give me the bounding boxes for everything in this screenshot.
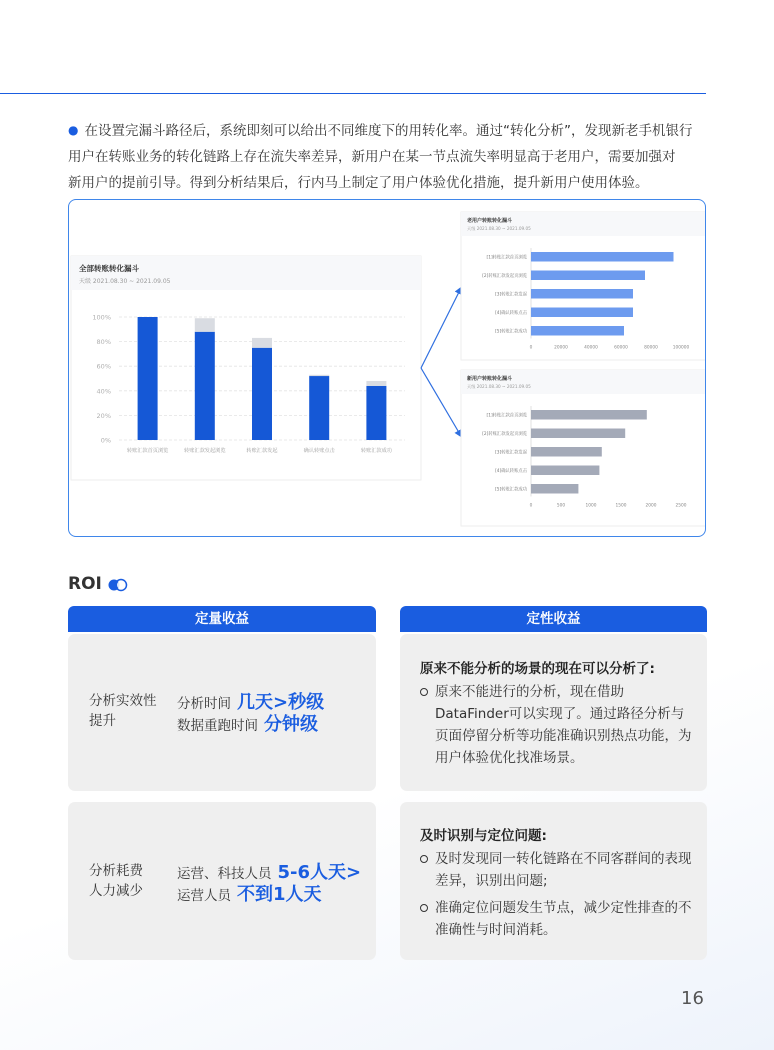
- hfunnel-category-label: [5]转账汇款成功: [495, 487, 527, 493]
- ring-bullet-icon: [420, 904, 428, 912]
- quant-benefit-header: 定量收益: [68, 606, 376, 632]
- hfunnel-category-label: [2]转账汇款发起页浏览: [482, 431, 527, 437]
- hfunnel-category-label: [1]转账汇款首页浏览: [486, 255, 527, 261]
- staff-text: 运营、科技人员: [177, 866, 272, 882]
- hfunnel-xtick-label: 1500: [615, 503, 627, 509]
- total-funnel-bar: [138, 317, 158, 440]
- total-funnel-bar: [366, 381, 386, 386]
- labor-label-line1: 分析耗费: [89, 863, 143, 879]
- arrow-to-old-users: [421, 288, 461, 368]
- total-funnel-bar: [252, 338, 272, 348]
- qual-card-new-scenarios: [400, 634, 707, 791]
- ops-line: [177, 880, 322, 906]
- total-funnel-bar: [309, 376, 329, 440]
- quant-card-efficiency: [68, 634, 376, 791]
- hfunnel-bar: [531, 326, 624, 336]
- new-scenarios-bullet: [420, 681, 692, 769]
- total-funnel-bar: [366, 386, 386, 440]
- hfunnel-bar: [531, 308, 633, 318]
- intro-line-3: 新用户的提前引导。得到分析结果后，行内马上制定了用户体验优化措施，提升新用户使用体验。: [68, 175, 649, 191]
- new-user-funnel-subtitle: 天级 2021.08.30 ~ 2021.09.05: [467, 384, 531, 389]
- efficiency-label: [89, 691, 157, 731]
- total-funnel-title: 全部转账转化漏斗: [79, 264, 139, 273]
- hfunnel-xtick-label: 40000: [584, 345, 598, 351]
- funnel-figure: [69, 200, 705, 536]
- top-divider: [0, 93, 706, 94]
- hfunnel-xtick-label: 0: [529, 503, 533, 509]
- overlap-circles-icon: [107, 578, 129, 592]
- page-number: 16: [681, 988, 704, 1009]
- total-ytick-label: 40%: [96, 387, 111, 396]
- rerun-time-line: [177, 710, 318, 736]
- hfunnel-category-label: [4]确认转账点击: [495, 310, 527, 316]
- analysis-time-value: 几天>秒级: [237, 692, 325, 713]
- total-funnel-subtitle: 天级 2021.08.30 ~ 2021.09.05: [79, 278, 171, 285]
- hfunnel-xtick-label: 1000: [585, 503, 597, 509]
- hfunnel-bar: [531, 289, 633, 299]
- staff-value: 5-6人天>: [277, 862, 362, 883]
- total-ytick-label: 0%: [100, 436, 111, 445]
- hfunnel-xtick-label: 2500: [675, 503, 687, 509]
- intro-paragraph: [68, 117, 708, 196]
- hfunnel-xtick-label: 60000: [614, 345, 628, 351]
- hfunnel-category-label: [4]确认转账点击: [495, 468, 527, 474]
- hfunnel-xtick-label: 2000: [645, 503, 657, 509]
- total-ytick-label: 100%: [92, 313, 111, 322]
- total-ytick-label: 80%: [96, 338, 111, 347]
- problem-detection-bullet-2-text: 准确定位问题发生节点，减少定性排查的不准确性与时间消耗。: [435, 900, 692, 938]
- old-user-funnel-title: 老用户转账转化漏斗: [467, 218, 513, 224]
- qual-benefit-header: 定性收益: [400, 606, 707, 632]
- hfunnel-bar: [531, 271, 645, 281]
- efficiency-label-line2: 提升: [89, 713, 116, 729]
- arrow-to-new-users: [421, 368, 461, 436]
- total-funnel-bar: [195, 318, 215, 332]
- total-funnel-bar: [195, 332, 215, 440]
- old-user-funnel-header: [461, 212, 705, 236]
- efficiency-label-line1: 分析实效性: [89, 693, 157, 709]
- hfunnel-xtick-label: 500: [556, 503, 566, 509]
- total-ytick-label: 60%: [96, 362, 111, 371]
- hfunnel-bar: [531, 466, 599, 476]
- problem-detection-title: 及时识别与定位问题:: [420, 828, 547, 844]
- total-xtick-label: 转账汇款发起浏览: [184, 448, 226, 454]
- new-user-funnel-title: 新用户转账转化漏斗: [467, 376, 513, 382]
- new-scenarios-bullet-text: 原来不能进行的分析，现在借助DataFinder可以实现了。通过路径分析与页面停留分析等功能准确识别热点功能，为用户体验优化找准场景。: [435, 684, 692, 766]
- old-user-funnel-subtitle: 天级 2021.08.30 ~ 2021.09.05: [467, 226, 531, 231]
- total-xtick-label: 转账汇款发起: [246, 448, 278, 454]
- new-scenarios-title: 原来不能分析的场景的现在可以分析了:: [420, 661, 655, 677]
- hfunnel-bar: [531, 252, 674, 262]
- funnel-figure-frame: [68, 199, 706, 537]
- ring-bullet-icon: [420, 855, 428, 863]
- intro-line-1: 在设置完漏斗路径后，系统即刻可以给出不同维度下的用转化率。通过“转化分析”，发现新老手机银行: [84, 123, 693, 139]
- hfunnel-bar: [531, 484, 578, 494]
- problem-detection-bullet-1-text: 及时发现同一转化链路在不同客群间的表现差异，识别出问题;: [435, 851, 692, 889]
- total-funnel-bar: [309, 375, 329, 376]
- ops-text: 运营人员: [177, 888, 231, 904]
- bullet-dot-icon: ●: [68, 123, 79, 137]
- ring-bullet-icon: [420, 688, 428, 696]
- analysis-time-text: 分析时间: [177, 696, 231, 712]
- total-xtick-label: 转账汇款首页浏览: [126, 448, 169, 454]
- labor-label-line2: 人力减少: [89, 883, 143, 899]
- hfunnel-category-label: [5]转账汇款成功: [495, 329, 527, 335]
- qual-card-problem-detection: [400, 802, 707, 960]
- labor-label: [89, 861, 143, 901]
- problem-detection-bullet-1: [420, 848, 692, 892]
- hfunnel-xtick-label: 0: [529, 345, 533, 351]
- total-xtick-label: 转账汇款成功: [360, 448, 392, 454]
- hfunnel-xtick-label: 100000: [672, 345, 690, 351]
- hfunnel-bar: [531, 429, 625, 439]
- rerun-time-text: 数据重跑时间: [177, 718, 258, 734]
- problem-detection-bullet-2: [420, 897, 692, 941]
- hfunnel-bar: [531, 410, 647, 420]
- total-ytick-label: 20%: [96, 411, 111, 420]
- hfunnel-xtick-label: 80000: [644, 345, 658, 351]
- total-xtick-label: 确认转账点击: [303, 448, 335, 454]
- intro-line-2: 用户在转账业务的转化链路上存在流失率差异，新用户在某一节点流失率明显高于老用户，需要加强对: [68, 149, 676, 165]
- quant-card-labor: [68, 802, 376, 960]
- hfunnel-category-label: [3]转账汇款发起: [495, 450, 527, 456]
- hfunnel-xtick-label: 20000: [554, 345, 568, 351]
- total-funnel-bar: [252, 348, 272, 440]
- hfunnel-category-label: [2]转账汇款发起页浏览: [482, 273, 527, 279]
- hfunnel-bar: [531, 447, 602, 457]
- hfunnel-category-label: [3]转账汇款发起: [495, 292, 527, 298]
- ops-value: 不到1人天: [237, 884, 322, 905]
- new-user-funnel-header: [461, 370, 705, 394]
- roi-heading: ROI: [68, 574, 102, 594]
- rerun-time-value: 分钟级: [264, 714, 318, 735]
- hfunnel-category-label: [1]转账汇款首页浏览: [486, 413, 527, 419]
